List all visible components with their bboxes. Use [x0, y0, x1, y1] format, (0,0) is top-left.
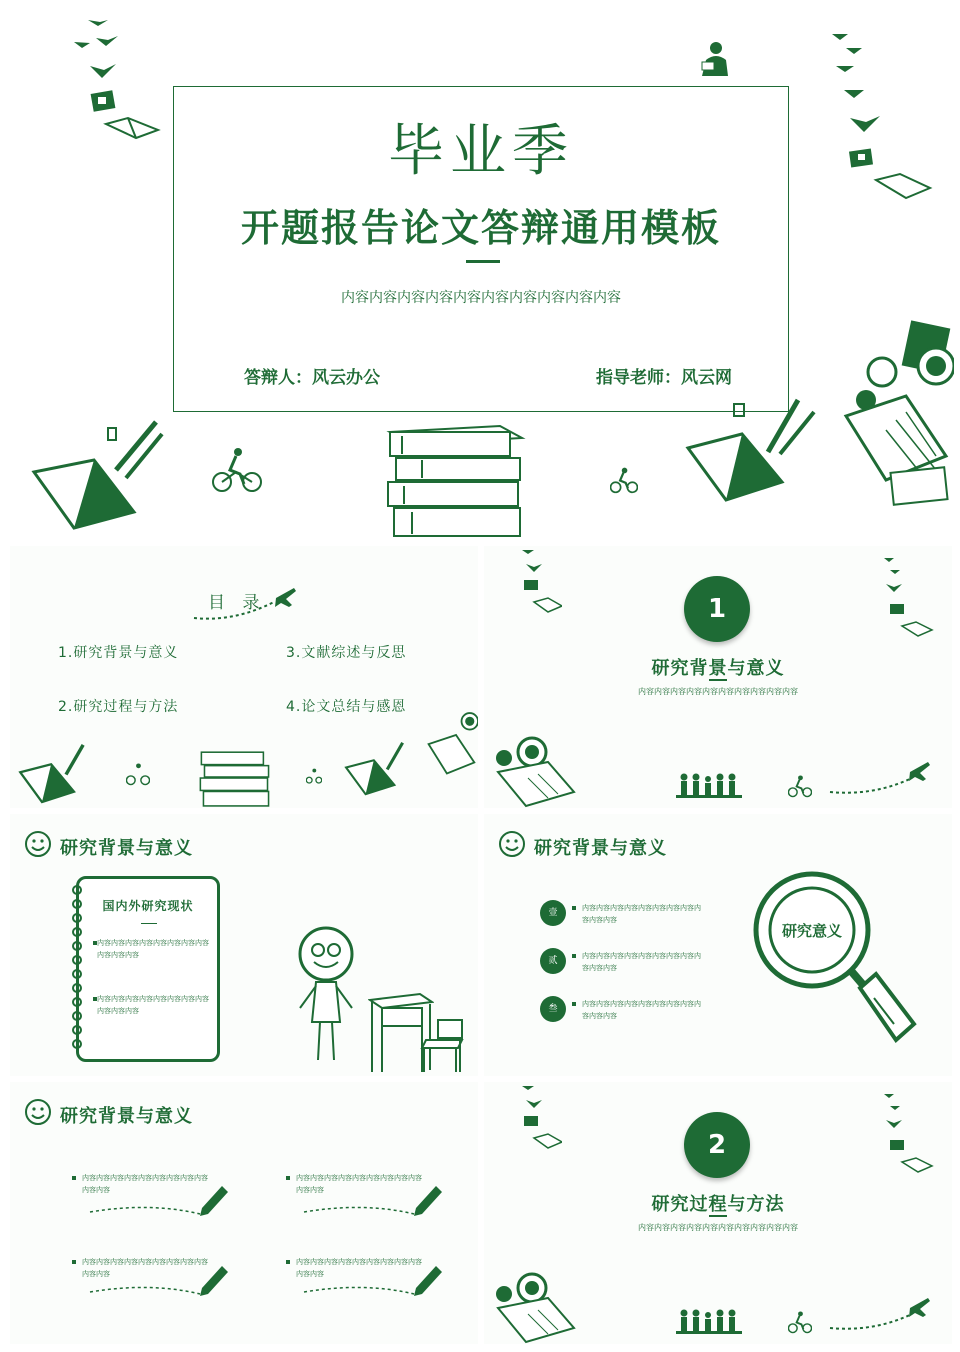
cyclist-icon	[126, 762, 150, 786]
point-text: 内容内容内容内容内容内容内容内容内容内容内容	[582, 952, 701, 972]
bullet	[72, 1260, 76, 1264]
notebook-icon	[684, 396, 824, 506]
books-stack-icon	[382, 420, 532, 540]
section-description: 内容内容内容内容内容内容内容内容内容内容	[638, 1223, 798, 1232]
bullet	[72, 1176, 76, 1180]
cover-subtitle: 开题报告论文答辩通用模板	[240, 206, 721, 250]
toc-item[interactable]: 2.研究过程与方法	[58, 699, 179, 715]
cyclist-icon	[788, 1310, 812, 1334]
bullet	[572, 1002, 576, 1006]
bird-icon	[512, 1082, 562, 1152]
bullet	[572, 906, 576, 910]
section-title: 研究背景与意义	[651, 658, 785, 679]
bird-icon	[876, 554, 934, 644]
pen-item: 内容内容内容内容内容内容内容内容内容内容内容	[82, 1258, 208, 1278]
cover-slide	[0, 0, 960, 540]
toc-slide	[10, 546, 478, 808]
pen-icon	[86, 1258, 232, 1300]
cyclist-icon	[610, 466, 638, 494]
cover-title: 毕业季	[388, 119, 574, 184]
section-number-badge: 1	[684, 576, 750, 642]
cover-description: 内容内容内容内容内容内容内容内容内容内容	[341, 290, 621, 306]
bird-icon	[512, 546, 562, 616]
spiral-binding-icon	[70, 884, 84, 1054]
title-divider	[466, 260, 500, 263]
notebook-title: 国内外研究现状	[102, 899, 194, 913]
reading-child-icon	[698, 40, 732, 80]
toc-item[interactable]: 4.论文总结与感恩	[286, 699, 407, 715]
presenter-label: 答辩人：风云办公	[244, 368, 380, 388]
slide-heading: 研究背景与意义	[534, 838, 667, 859]
slide-heading: 研究背景与意义	[60, 1106, 193, 1127]
point-badge: 贰	[540, 948, 566, 974]
point-text: 内容内容内容内容内容内容内容内容内容内容内容	[582, 1000, 701, 1020]
notebook-icon	[344, 740, 416, 798]
pen-icon	[300, 1178, 446, 1220]
people-group-icon	[676, 772, 742, 798]
pen-item: 内容内容内容内容内容内容内容内容内容内容内容	[82, 1174, 208, 1194]
pen-item: 内容内容内容内容内容内容内容内容内容内容内容	[296, 1258, 422, 1278]
books-stack-icon	[196, 746, 276, 808]
cyclist-icon	[306, 768, 322, 784]
smiley-icon	[24, 830, 52, 858]
point-text: 内容内容内容内容内容内容内容内容内容内容内容	[582, 904, 701, 924]
section-divider	[709, 1215, 727, 1217]
pen-icon	[86, 1178, 232, 1220]
notebook-title-divider	[141, 923, 157, 924]
desk-items-icon	[488, 1268, 578, 1344]
notebook-card	[76, 876, 220, 1062]
section1-slide	[484, 546, 952, 808]
magnifier-label: 研究意义	[781, 922, 842, 940]
smiley-icon	[24, 1098, 52, 1126]
bird-icon	[820, 26, 940, 216]
pen-icon	[300, 1258, 446, 1300]
notebook-icon	[30, 420, 170, 540]
notebook-icon	[18, 742, 98, 806]
plane-icon	[190, 584, 300, 624]
toc-item[interactable]: 3.文献综述与反思	[286, 645, 407, 661]
toc-item[interactable]: 1.研究背景与意义	[58, 645, 179, 661]
bullet	[572, 954, 576, 958]
desk-items-icon	[836, 320, 954, 520]
magnifier-slide	[484, 814, 952, 1076]
section2-slide	[484, 1082, 952, 1344]
desk-items-icon	[488, 732, 578, 808]
slide-heading: 研究背景与意义	[60, 838, 193, 859]
smiley-icon	[498, 830, 526, 858]
desk-items-icon	[424, 696, 478, 796]
people-group-icon	[676, 1308, 742, 1334]
advisor-label: 指导老师：风云网	[596, 368, 732, 388]
plane-icon	[828, 1292, 934, 1332]
notebook-slide	[10, 814, 478, 1076]
bird-icon	[66, 6, 166, 156]
magnifier-icon	[748, 870, 918, 1060]
plane-icon	[828, 756, 934, 796]
bullet	[286, 1176, 290, 1180]
notebook-item: 内容内容内容内容内容内容内容内容内容内容内容	[97, 995, 209, 1015]
section-number-badge: 2	[684, 1112, 750, 1178]
pen-item: 内容内容内容内容内容内容内容内容内容内容内容	[296, 1174, 422, 1194]
bird-icon	[876, 1090, 934, 1180]
notebook-item: 内容内容内容内容内容内容内容内容内容内容内容	[97, 939, 209, 959]
section-divider	[709, 679, 727, 681]
title-frame	[173, 86, 789, 412]
stick-figure-icon	[292, 924, 362, 1064]
bullet	[286, 1260, 290, 1264]
cyclist-icon	[212, 444, 262, 494]
pens-slide	[10, 1082, 478, 1344]
section-description: 内容内容内容内容内容内容内容内容内容内容	[638, 687, 798, 696]
point-badge: 壹	[540, 900, 566, 926]
chair-icon	[414, 1018, 466, 1074]
section-title: 研究过程与方法	[651, 1194, 785, 1215]
point-badge: 叁	[540, 996, 566, 1022]
toc-title: 目 录	[208, 593, 266, 613]
cyclist-icon	[788, 774, 812, 798]
